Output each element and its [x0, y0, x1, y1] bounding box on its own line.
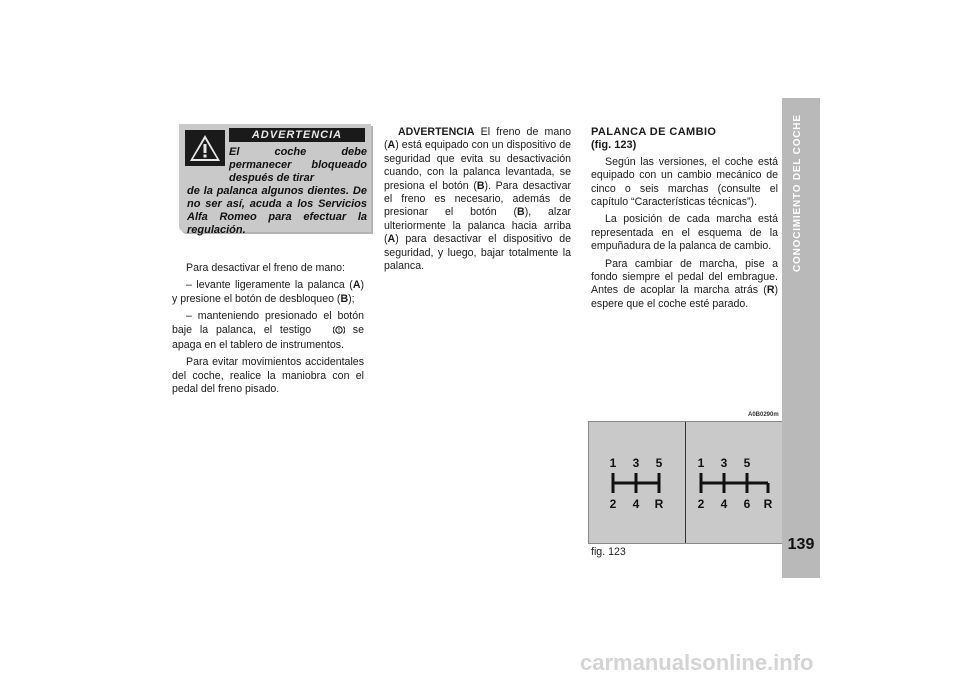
chapter-title: CONOCIMIENTO DEL COCHE	[792, 114, 803, 272]
gear-label: 6	[743, 497, 751, 511]
middle-column	[384, 126, 571, 277]
warning-text	[187, 146, 367, 237]
left-column	[172, 262, 364, 401]
paragraph: Para cambiar de marcha, pise a fondo siempre el pedal del embrague. Antes de acoplar la marcha atrás (R) espere que el coche esté parado.	[591, 257, 778, 310]
svg-text:!: !	[337, 327, 341, 334]
five-speed-diagram	[589, 422, 685, 543]
six-speed-diagram	[686, 422, 783, 543]
figure-code: A0B0290m	[748, 412, 779, 418]
paragraph: Para evitar movimientos accidentales del coche, realice la maniobra con el pedal del freno pisado.	[172, 356, 364, 396]
gear-label: R	[763, 497, 773, 511]
gear-label: 5	[655, 456, 663, 470]
section-subheading: (fig. 123)	[591, 139, 637, 152]
right-column	[591, 126, 778, 315]
chapter-sidebar	[782, 98, 820, 578]
warning-text-line1: El coche debe permanecer bloqueado después de tirar	[229, 146, 367, 184]
paragraph: – manteniendo presionado el botón baje la palanca, el testigo ! se apaga en el tablero de instrumentos.	[172, 310, 364, 352]
warning-box	[179, 124, 371, 236]
paragraph: Para desactivar el freno de mano:	[186, 262, 345, 274]
warning-text-rest: de la palanca algunos dientes. De no ser así, acuda a los Servicios Alfa Romeo para efectuar la regulación.	[187, 185, 367, 236]
gear-label: 1	[609, 456, 617, 470]
paragraph: ADVERTENCIA El freno de mano (A) está equipado con un dispositivo de seguridad que evita su desactivación cuando, con la palanca levantada, se presiona el botón (B). Para desactivar el freno es necesario, además de presionar el botón (B), alzar ulteriormente la palanca hacia arriba (A) para desactivar el dispositivo de seguridad, y luego, bajar totalmente la palanca.	[384, 126, 571, 273]
gear-label: 1	[697, 456, 705, 470]
gear-label: R	[654, 497, 664, 511]
paragraph: – levante ligeramente la palanca (A) y presione el botón de desbloqueo (B);	[172, 279, 364, 305]
warning-header: ADVERTENCIA	[229, 128, 365, 142]
gear-label: 3	[720, 456, 728, 470]
brake-warning-light-icon	[319, 325, 345, 339]
paragraph: La posición de cada marcha está representada en el esquema de la empuñadura de la palanca de cambio.	[591, 213, 778, 253]
watermark: carmanualsonline.info	[580, 650, 814, 675]
gear-label: 4	[632, 497, 640, 511]
gearshift-figure	[588, 421, 784, 544]
gear-label: 5	[743, 456, 751, 470]
section-heading: PALANCA DE CAMBIO	[591, 126, 717, 138]
paragraph: Según las versiones, el coche está equipado con un cambio mecánico de cinco o seis marchas (consulte el capítulo “Características técnicas”).	[591, 155, 778, 209]
gear-label: 3	[632, 456, 640, 470]
gear-label: 2	[697, 497, 705, 511]
page-number: 139	[787, 536, 815, 553]
figure-caption: fig. 123	[591, 546, 626, 558]
gear-label: 4	[720, 497, 728, 511]
gear-label: 2	[609, 497, 617, 511]
